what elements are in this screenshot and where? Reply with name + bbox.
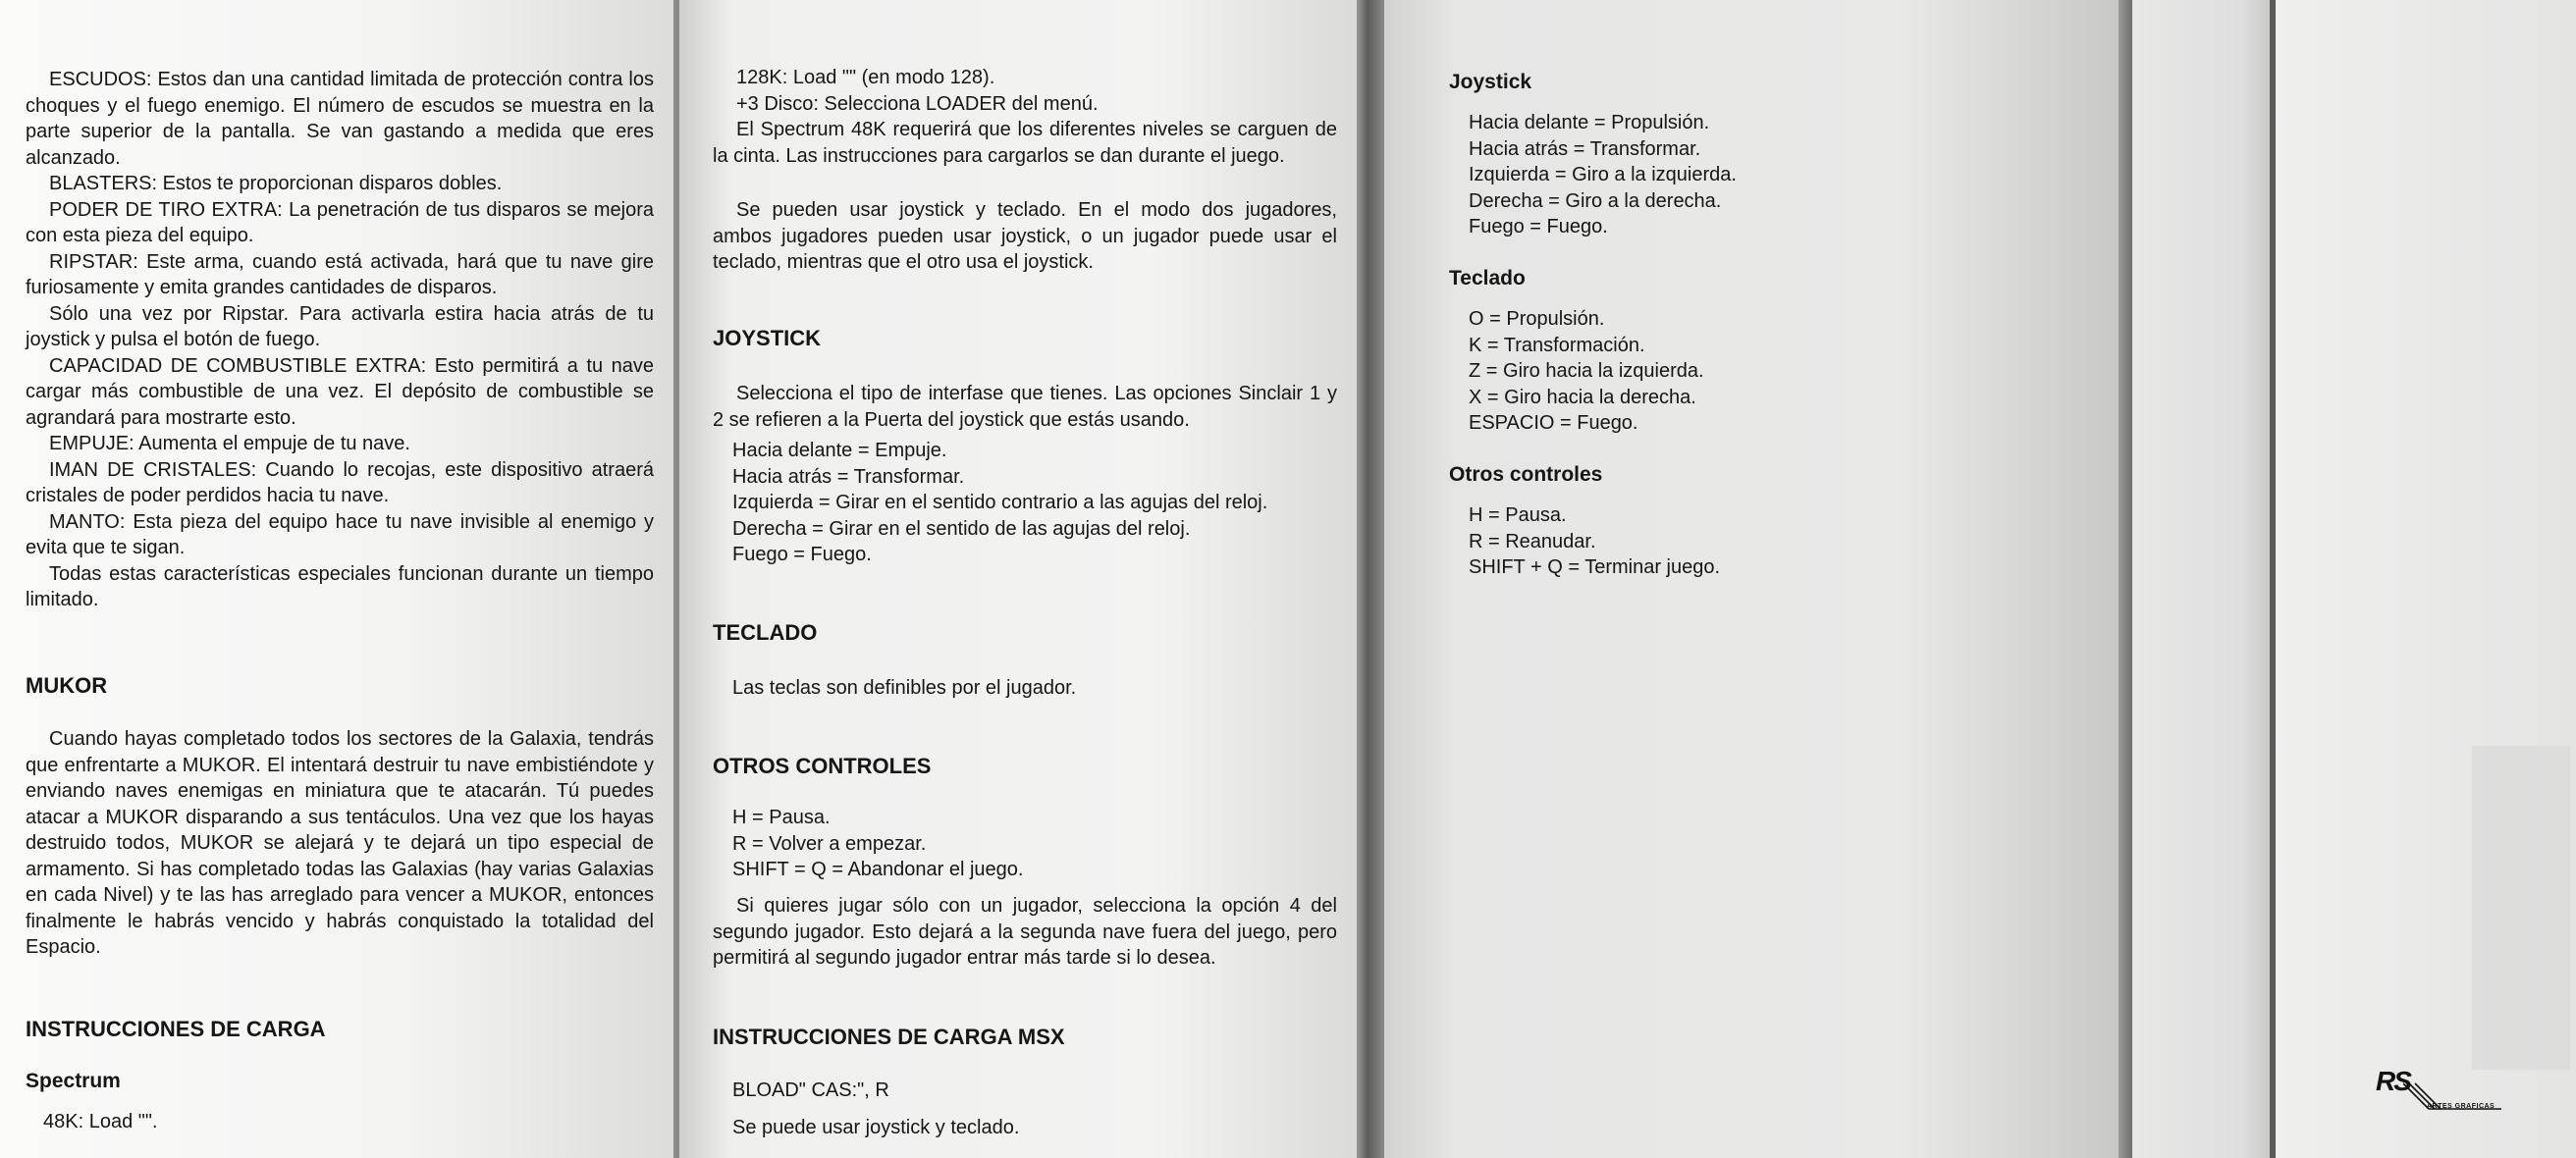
fold-divider-2	[1357, 0, 1384, 1158]
paragraph-iman: IMAN DE CRISTALES: Cuando lo recojas, este dispositivo atraerá cristales de poder perdidos hacia tu nave.	[26, 458, 654, 506]
paragraph-teclado: Las teclas son definibles por el jugador.	[732, 677, 1077, 699]
joystick-left: Izquierda = Girar en el sentido contrario a las agujas del reloj.	[732, 492, 1268, 513]
joystick-right: Derecha = Girar en el sentido de las agujas del reloj.	[732, 517, 1191, 540]
msx-control-reanudar: R = Reanudar.	[1469, 530, 1596, 553]
msx-joystick-note: Se puede usar joystick y teclado.	[732, 1117, 1020, 1138]
msx-key-o: O = Propulsión.	[1469, 308, 1605, 330]
msx-instructions	[732, 1078, 889, 1104]
printer-logo	[2376, 1060, 2503, 1129]
paragraph-blasters: BLASTERS: Estos te proporcionan disparos dobles.	[49, 173, 503, 194]
spectrum-48k-line	[43, 1109, 158, 1135]
heading-teclado-msx: Teclado	[1449, 267, 1526, 290]
paragraph-mukor: Cuando hayas completado todos los sectores de la Galaxia, tendrás que enfrentarte a MUKOR. El intentará destruir tu nave embistiéndote y enviando naves enemigas en miniatura que te atacarán. Tú puedes atacar a MUKOR disparando a sus tentáculos. Una vez que los hayas destruido todos, MUKOR se alejará y te dejará un tipo especial de armamento. Si has completado todas las Galaxias (hay varias Galaxias en cada Nivel) y te las has arreglado para vencer a MUKOR, entonces finalmente le habrás vencido y habrás conquistado la totalidad del Espacio.	[26, 728, 654, 958]
otros-controles-list	[732, 805, 1023, 883]
heading-instrucciones-carga: INSTRUCCIONES DE CARGA	[26, 1017, 326, 1041]
page-panel-2	[679, 0, 1357, 1158]
paragraph-escudos: ESCUDOS: Estos dan una cantidad limitada de protección contra los choques y el fuego enemigo. El número de escudos se muestra en la parte superior de la pantalla. Se van gastando a medida que eres alcanzado.	[26, 69, 654, 169]
paragraph-one-player: Si quieres jugar sólo con un jugador, selecciona la opción 4 del segundo jugador. Esto dejará a la segunda nave fuera del juego, pero permitirá al segundo jugador entrar más tarde si lo desea.	[713, 895, 1337, 969]
msx-bload-command: BLOAD" CAS:", R	[732, 1079, 889, 1101]
paragraph-48k-levels: El Spectrum 48K requerirá que los diferentes niveles se carguen de la cinta. Las instrucciones para cargarlos se dan durante el juego.	[713, 119, 1337, 167]
heading-joystick: JOYSTICK	[713, 326, 822, 350]
heading-carga-msx: INSTRUCCIONES DE CARGA MSX	[713, 1025, 1065, 1049]
heading-teclado: TECLADO	[713, 620, 818, 645]
msx-joystick-back: Hacia atrás = Transformar.	[1469, 137, 1701, 160]
joystick-controls-list	[732, 438, 1267, 568]
joystick-forward: Hacia delante = Empuje.	[732, 440, 947, 461]
logo-subtitle: ARTES GRAFICAS	[2427, 1103, 2496, 1110]
paragraph-empuje: EMPUJE: Aumenta el empuje de tu nave.	[49, 433, 410, 454]
msx-control-terminar: SHIFT + Q = Terminar juego.	[1469, 556, 1721, 578]
msx-joystick-forward: Hacia delante = Propulsión.	[1469, 112, 1710, 133]
paragraph-joystick-intro: Selecciona el tipo de interfase que tienes. Las opciones Sinclair 1 y 2 se refieren a la Puerta del joystick que estás usando.	[713, 383, 1337, 431]
page-panel-5	[2276, 0, 2576, 1158]
paragraph-two-players: Se pueden usar joystick y teclado. En el modo dos jugadores, ambos jugadores pueden usar joystick, o un jugador puede usar el teclado, mientras que el otro usa el joystick.	[713, 199, 1337, 273]
control-pausa: H = Pausa.	[732, 807, 831, 828]
paragraph-tiempo-limitado: Todas estas características especiales funcionan durante un tiempo limitado.	[26, 562, 654, 610]
msx-joystick-fire: Fuego = Fuego.	[1469, 216, 1608, 237]
msx-key-k: K = Transformación.	[1469, 334, 1645, 356]
msx-key-z: Z = Giro hacia la izquierda.	[1469, 360, 1704, 382]
load-128k-text: 128K: Load "" (en modo 128).	[736, 67, 995, 88]
control-abandonar: SHIFT = Q = Abandonar el juego.	[732, 859, 1024, 880]
joystick-fire: Fuego = Fuego.	[732, 544, 872, 565]
msx-otros-list	[1469, 502, 1720, 581]
control-volver: R = Volver a empezar.	[732, 832, 927, 855]
heading-spectrum: Spectrum	[26, 1070, 121, 1092]
heading-otros-controles: OTROS CONTROLES	[713, 754, 932, 778]
load-48k-text: 48K: Load "".	[43, 1111, 158, 1132]
load-options-list	[736, 65, 1099, 117]
logo-mark-icon: RS	[2376, 1066, 2410, 1096]
paragraph-ripstar: RIPSTAR: Este arma, cuando está activada, hará que tu nave gire furiosamente y emita grandes cantidades de disparos.	[26, 250, 654, 298]
msx-key-x: X = Giro hacia la derecha.	[1469, 386, 1696, 408]
fold-divider-3	[2119, 0, 2132, 1158]
page-panel-4	[2132, 0, 2270, 1158]
msx-note	[732, 1115, 1019, 1141]
heading-mukor: MUKOR	[26, 673, 108, 698]
msx-key-espacio: ESPACIO = Fuego.	[1469, 412, 1638, 434]
paper-shadow	[2472, 746, 2570, 1070]
msx-control-pausa: H = Pausa.	[1469, 504, 1567, 526]
paragraph-ripstar-activation: Sólo una vez por Ripstar. Para activarla estira hacia atrás de tu joystick y pulsa el botón de fuego.	[26, 302, 654, 350]
heading-joystick-msx: Joystick	[1449, 71, 1532, 93]
msx-joystick-left: Izquierda = Giro a la izquierda.	[1469, 164, 1737, 185]
page-panel-1	[0, 0, 673, 1158]
paragraph-combustible: CAPACIDAD DE COMBUSTIBLE EXTRA: Esto permitirá a tu nave cargar más combustible de una vez. El depósito de combustible se agrandará para mostrarte esto.	[26, 354, 654, 429]
page-panel-3	[1384, 0, 2119, 1158]
load-disk-text: +3 Disco: Selecciona LOADER del menú.	[736, 92, 1099, 115]
msx-joystick-right: Derecha = Giro a la derecha.	[1469, 189, 1722, 212]
paragraph-manto: MANTO: Esta pieza del equipo hace tu nave invisible al enemigo y evita que te sigan.	[26, 510, 654, 558]
heading-otros-controles-msx: Otros controles	[1449, 463, 1603, 486]
joystick-back: Hacia atrás = Transformar.	[732, 465, 965, 488]
msx-teclado-list	[1469, 306, 1704, 437]
msx-joystick-list	[1469, 110, 1737, 240]
equipment-descriptions	[26, 67, 654, 613]
paragraph-poder-tiro: PODER DE TIRO EXTRA: La penetración de tus disparos se mejora con esta pieza del equipo.	[26, 198, 654, 246]
